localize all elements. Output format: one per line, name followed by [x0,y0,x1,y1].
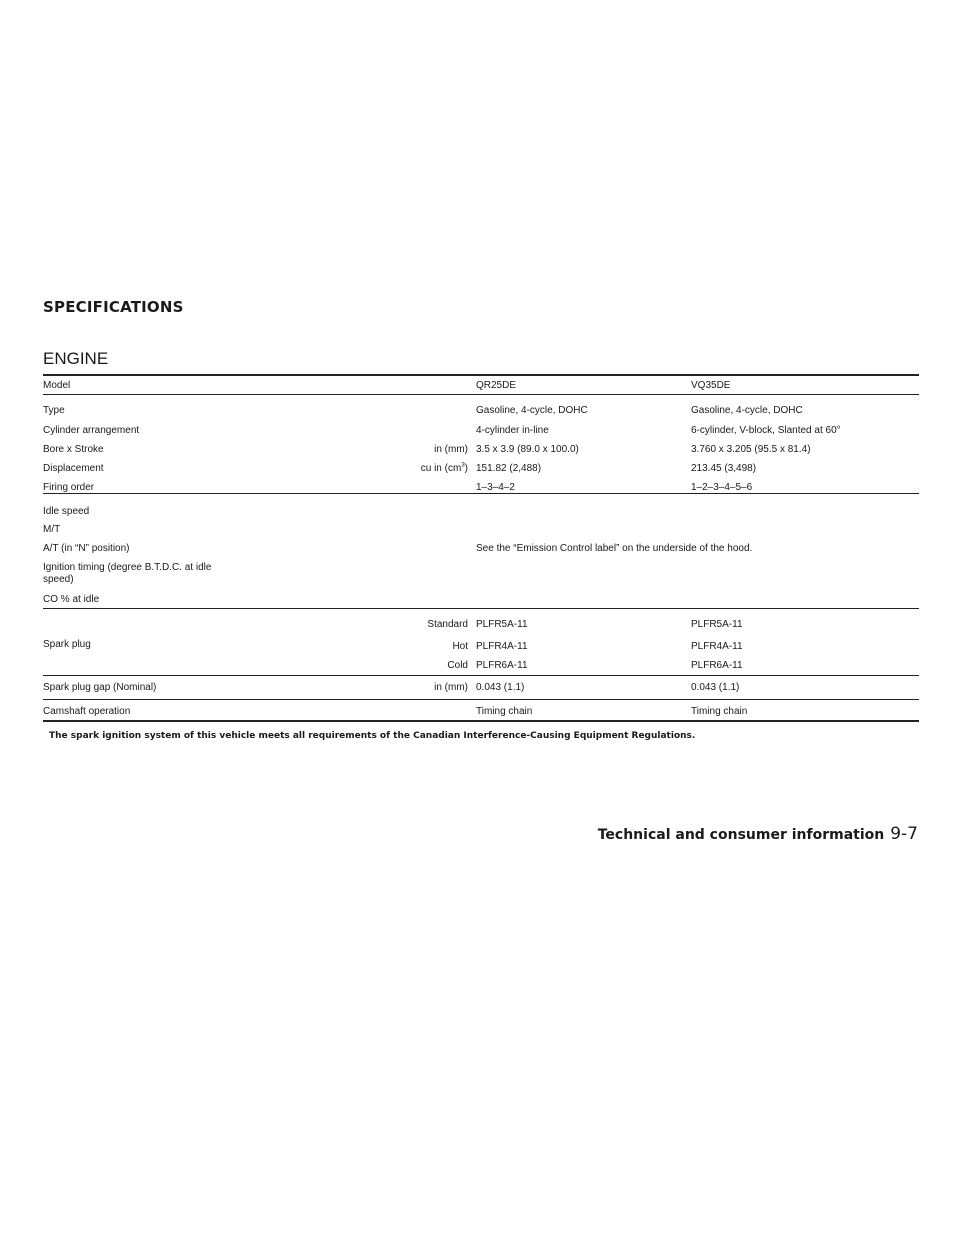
row-col-b: Timing chain [691,706,748,717]
page-number: 9-7 [890,824,918,844]
row-col-a: PLFR6A-11 [476,660,528,671]
row-col-b: 1–2–3–4–5–6 [691,482,753,493]
row-unit: in (mm) [434,444,468,455]
row-col-a: Timing chain [476,706,533,717]
row-col-b: PLFR6A-11 [691,660,743,671]
row-col-a: Gasoline, 4-cycle, DOHC [476,405,588,416]
emission-item: A/T (in “N” position) [43,543,130,554]
row-label: Type [43,405,65,416]
row-unit: in (mm) [434,682,468,693]
row-col-a: 0.043 (1.1) [476,682,525,693]
row-label: Camshaft operation [43,706,131,717]
spark-plug-group [43,608,919,675]
row-label: Cylinder arrangement [43,425,140,436]
subsection-title: ENGINE [43,349,109,368]
row-col-b: 6-cylinder, V-block, Slanted at 60° [691,425,841,436]
compliance-note: The spark ignition system of this vehicle meets all requirements of the Canadian Interference-Causing Equipment Regulations. [49,731,696,741]
emission-item: CO % at idle [43,594,100,605]
section-title: SPECIFICATIONS [43,298,184,316]
table-header-row [43,376,919,395]
table-row [43,414,919,436]
spark-plug-type: Standard [427,619,468,630]
header-col-a: QR25DE [476,380,517,391]
emission-item: M/T [43,524,61,535]
row-col-a: PLFR5A-11 [476,619,528,630]
table-row [43,452,919,474]
emission-group [43,493,919,608]
engine-spec-table [43,374,919,722]
row-col-b: Gasoline, 4-cycle, DOHC [691,405,803,416]
header-label: Model [43,380,71,391]
spark-plug-gap-row [43,675,919,699]
table-row [43,471,919,493]
row-col-a: 1–3–4–2 [476,482,515,493]
table-row [43,395,919,414]
table-row [43,433,919,455]
row-col-a: 4-cylinder in-line [476,425,549,436]
row-label: Firing order [43,482,95,493]
row-label: Displacement [43,463,104,474]
header-col-b: VQ35DE [691,380,731,391]
camshaft-row [43,699,919,720]
row-col-b: 0.043 (1.1) [691,682,740,693]
emission-item: Idle speed [43,506,90,517]
spark-plug-type: Cold [447,660,468,671]
row-label: Spark plug gap (Nominal) [43,682,157,693]
row-col-b: 3.760 x 3.205 (95.5 x 81.4) [691,444,811,455]
row-col-b: PLFR4A-11 [691,641,743,652]
row-col-b: PLFR5A-11 [691,619,743,630]
row-col-a: 151.82 (2,488) [476,463,542,474]
chapter-title: Technical and consumer information [597,827,885,843]
row-col-a: PLFR4A-11 [476,641,528,652]
row-unit: cu in $(cm^3)$ [420,462,468,474]
page-footer [598,824,918,844]
emission-note: See the “Emission Control label” on the underside of the hood. [476,543,753,554]
row-label: Bore x Stroke [43,444,104,455]
spark-plug-label: Spark plug [43,639,91,650]
row-col-b: 213.45 (3,498) [691,463,757,474]
emission-item: Ignition timing (degree B.T.D.C. at idle speed) [43,562,212,585]
spark-plug-type: Hot [452,641,468,652]
row-col-a: 3.5 x 3.9 (89.0 x 100.0) [476,444,579,455]
